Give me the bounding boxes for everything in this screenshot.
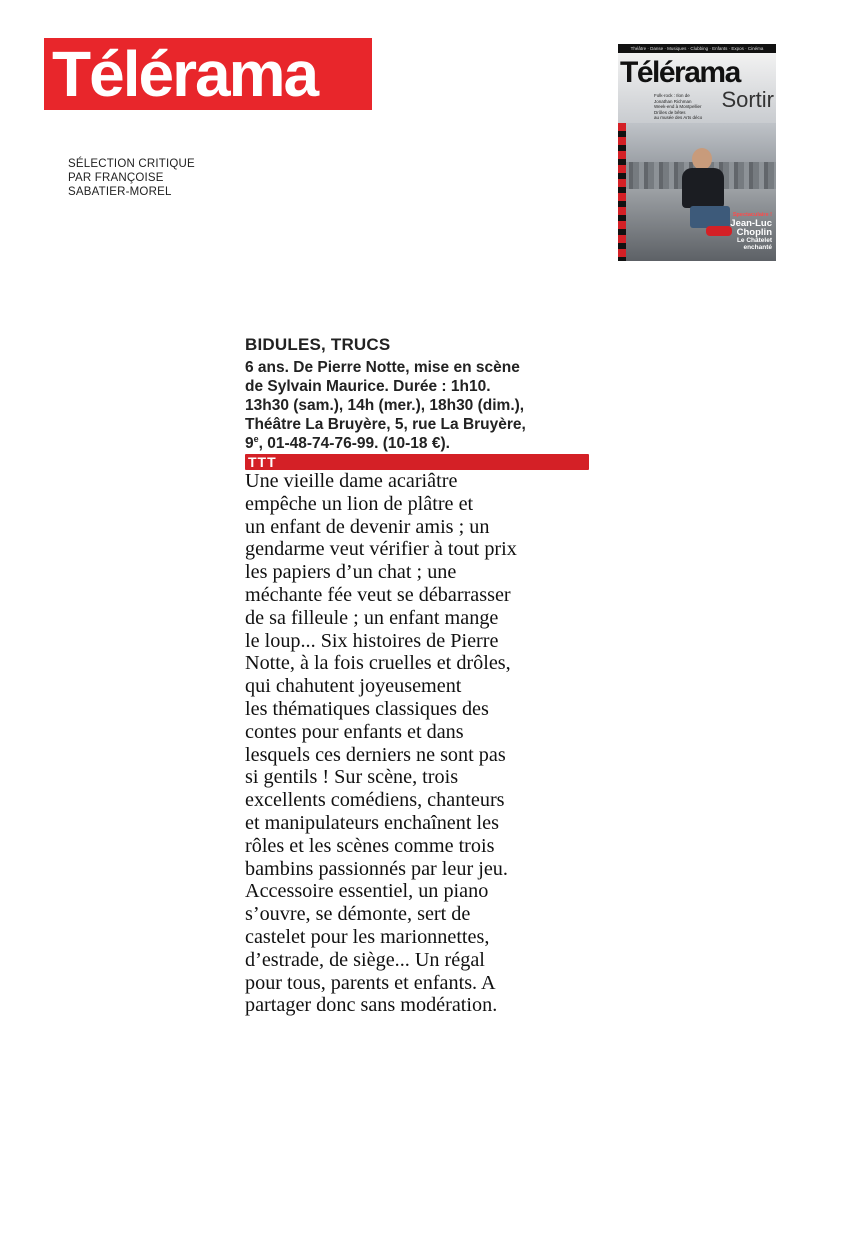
critic-credit xyxy=(68,157,248,199)
body-line: le loup... Six histoires de Pierre xyxy=(245,629,499,652)
review-article xyxy=(245,334,595,1017)
body-line xyxy=(245,454,595,493)
body-line: méchante fée veut se débarrasser xyxy=(245,583,511,606)
body-line-text: Une vieille dame acariâtre xyxy=(245,470,458,492)
cover-sub-line: enchanté xyxy=(743,244,772,251)
body-line: s’ouvre, se démonte, sert de xyxy=(245,903,471,926)
teaser-line: Week-end à Montpellier xyxy=(654,104,702,109)
info-line: Théâtre La Bruyère, 5, rue La Bruyère, xyxy=(245,416,526,433)
rating-badge: TTT xyxy=(245,454,589,470)
body-line: castelet pour les marionnettes, xyxy=(245,925,490,948)
cover-name-line: Choplin xyxy=(736,227,772,238)
body-line: Accessoire essentiel, un piano xyxy=(245,880,489,903)
cover-masthead xyxy=(618,53,776,123)
body-line: lesquels ces derniers ne sont pas xyxy=(245,743,506,766)
info-line: 6 ans. De Pierre Notte, mise en scène xyxy=(245,359,520,376)
teaser-line: Jonathan Richman xyxy=(654,98,692,104)
body-line: contes pour enfants et dans xyxy=(245,720,464,743)
magazine-cover xyxy=(618,44,776,261)
credit-line: PAR FRANÇOISE xyxy=(68,172,164,184)
body-line: qui chahutent joyeusement xyxy=(245,675,462,698)
credit-line: SÉLECTION CRITIQUE xyxy=(68,158,195,170)
info-line: de Sylvain Maurice. Durée : 1h10. xyxy=(245,378,491,395)
show-info xyxy=(245,358,595,453)
cover-topbar: Théâtre · Danse · Musiques · Clubbing · Enfants · Expos · Cinéma xyxy=(618,44,776,53)
teaser-line: Drôles de bêtes xyxy=(654,109,686,115)
cover-teaser xyxy=(654,93,714,121)
body-line: excellents comédiens, chanteurs xyxy=(245,789,505,812)
person-head xyxy=(692,148,712,170)
body-line: empêche un lion de plâtre et xyxy=(245,492,474,515)
info-contact: , 01-48-74-76-99. (10-18 €). xyxy=(258,435,450,452)
body-line: un enfant de devenir amis ; un xyxy=(245,515,490,538)
body-line: de sa filleule ; un enfant mange xyxy=(245,606,499,629)
info-line: 13h30 (sam.), 14h (mer.), 18h30 (dim.), xyxy=(245,397,525,414)
body-line: gendarme veut vérifier à tout prix xyxy=(245,538,517,561)
body-line: partager donc sans modération. xyxy=(245,994,498,1017)
cover-sub-line: Le Châtelet xyxy=(736,237,772,244)
article-title: BIDULES, TRUCS xyxy=(245,335,391,354)
body-line: pour tous, parents et enfants. A xyxy=(245,971,496,994)
teaser-line: au musée des Arts déco xyxy=(654,115,703,120)
body-line: bambins passionnés par leur jeu. xyxy=(245,857,508,880)
telerama-logo: Télérama xyxy=(44,38,372,110)
body-line: Notte, à la fois cruelles et drôles, xyxy=(245,652,511,675)
review-body xyxy=(245,454,595,1017)
cover-stripe xyxy=(618,123,626,261)
arrondissement-suffix: e xyxy=(253,433,259,444)
cover-name-line: Jean-Luc xyxy=(730,218,772,229)
body-line: rôles et les scènes comme trois xyxy=(245,834,495,857)
body-line: les thématiques classiques des xyxy=(245,697,489,720)
arrondissement: 9 xyxy=(245,435,254,452)
info-line xyxy=(245,434,595,453)
body-line: si gentils ! Sur scène, trois xyxy=(245,766,459,789)
cover-headline xyxy=(692,212,772,251)
cover-brand: Télérama xyxy=(620,56,740,89)
person-body xyxy=(682,168,724,208)
credit-line: SABATIER-MOREL xyxy=(68,186,172,198)
body-line: et manipulateurs enchaînent les xyxy=(245,811,499,834)
cover-kicker: Spectaculaire ! xyxy=(732,212,772,218)
body-line: d’estrade, de siège... Un régal xyxy=(245,948,485,971)
teaser-line: Folk-rock : Ilon de xyxy=(654,93,690,98)
cover-subbrand: Sortir xyxy=(721,87,774,112)
body-line: les papiers d’un chat ; une xyxy=(245,561,457,584)
